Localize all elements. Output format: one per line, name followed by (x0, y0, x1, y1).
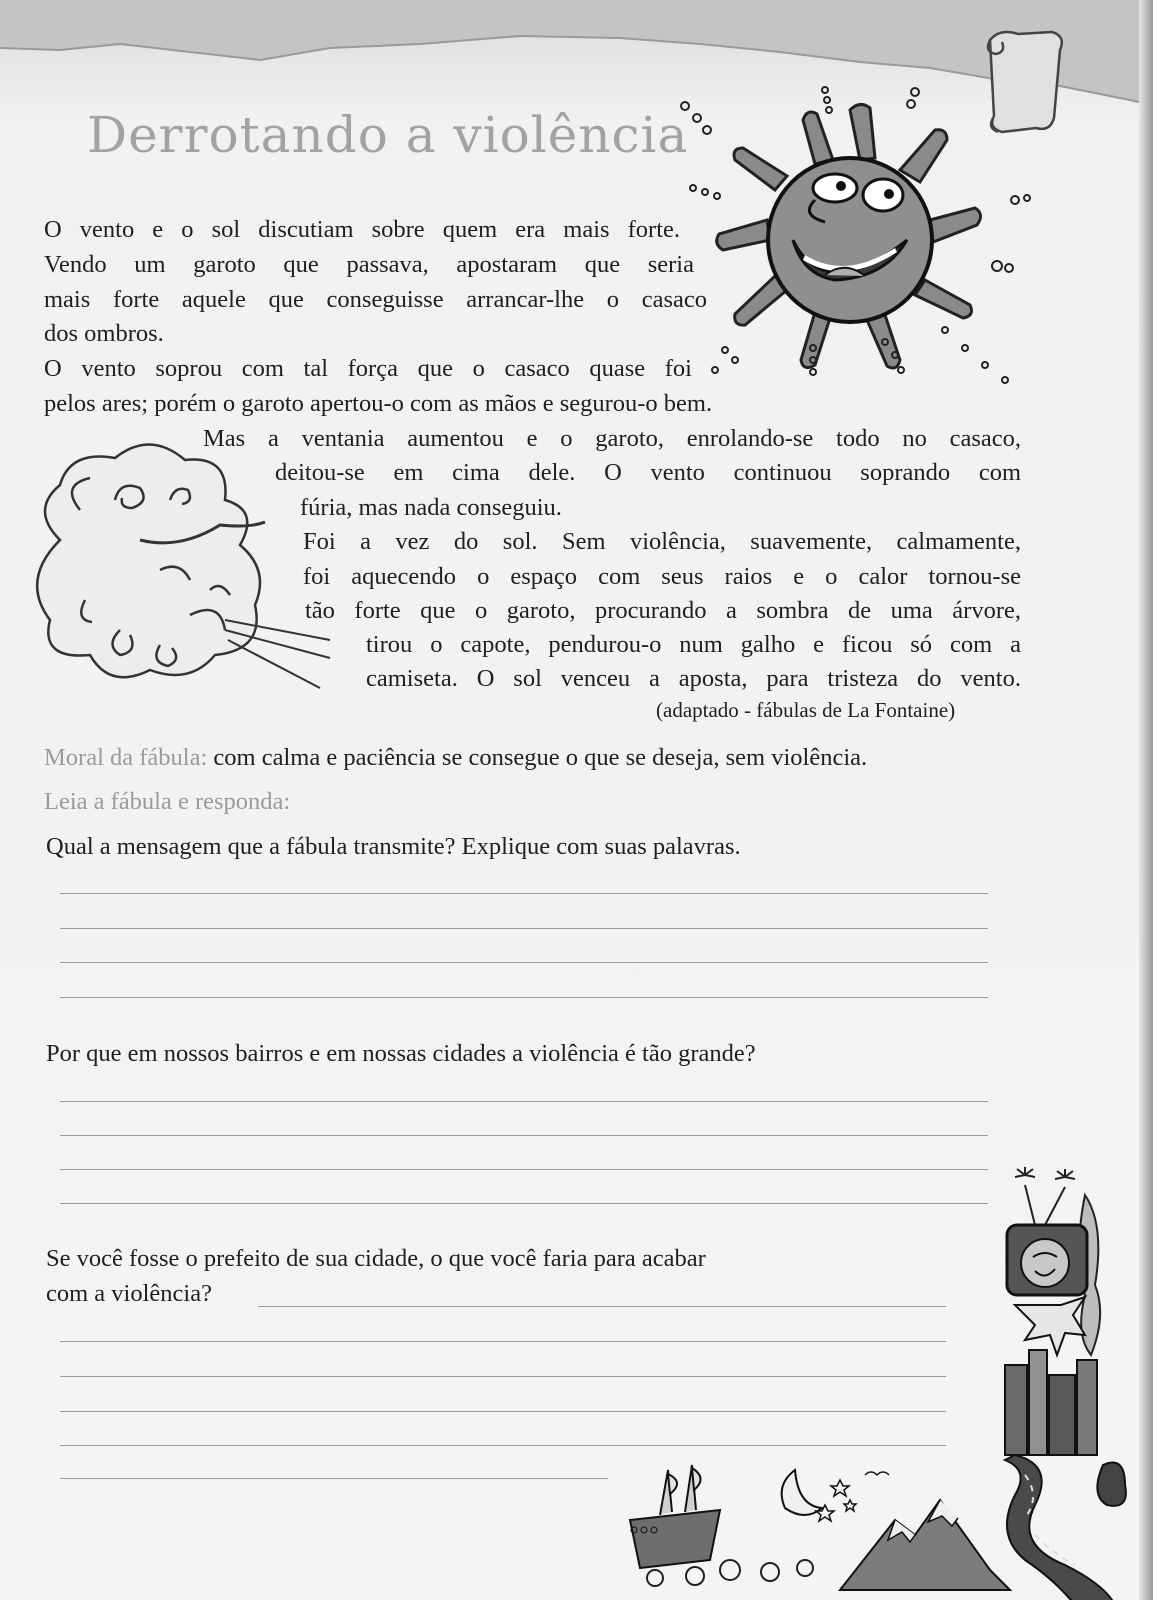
moral-line (44, 741, 867, 775)
moon-icon (782, 1470, 822, 1515)
ship-icon (630, 1465, 720, 1568)
fable-line: O vento soprou com tal força que o casaco quase foi (44, 355, 692, 382)
answer-line[interactable] (60, 1169, 988, 1170)
answer-line[interactable] (60, 893, 988, 894)
answer-line[interactable] (60, 1445, 946, 1446)
sun-face-icon (675, 80, 1025, 410)
moral-label: Moral da fábula: (44, 744, 208, 771)
answer-line[interactable] (258, 1306, 946, 1307)
fable-line: camiseta. O sol venceu a aposta, para tristeza do vento. (366, 665, 1021, 692)
answer-line[interactable] (60, 1203, 988, 1204)
answer-line[interactable] (60, 997, 988, 998)
fable-line: tirou o capote, pendurou-o num galho e ficou só com a (366, 631, 1021, 658)
fable-line: fúria, mas nada conseguiu. (300, 494, 562, 521)
fable-line: Vendo um garoto que passava, apostaram que seria (44, 251, 694, 278)
fable-line: Foi a vez do sol. Sem violência, suavemente, calmamente, (303, 528, 1021, 555)
answer-line[interactable] (60, 1135, 988, 1136)
fable-line: dos ombros. (44, 320, 164, 347)
question-1: Qual a mensagem que a fábula transmite? Explique com suas palavras. (46, 833, 741, 860)
mountains-icon (840, 1500, 1010, 1590)
tv-city-icon (995, 1165, 1135, 1600)
question-3-line-2: com a violência? (46, 1280, 212, 1307)
fable-line: O vento e o sol discutiam sobre quem era mais forte. (44, 216, 680, 243)
fable-line: mais forte aquele que conseguisse arrancar-lhe o casaco (44, 286, 707, 313)
fable-line: pelos ares; porém o garoto apertou-o com as mãos e segurou-o bem. (44, 390, 713, 417)
page-title: Derrotando a violência (87, 106, 689, 164)
answer-line[interactable] (60, 928, 988, 929)
page-edge-shadow (1139, 0, 1153, 1600)
instruction: Leia a fábula e responda: (44, 788, 291, 815)
stars-icon (816, 1472, 889, 1521)
source-citation: (adaptado - fábulas de La Fontaine) (656, 698, 956, 722)
fable-line: Mas a ventania aumentou e o garoto, enrolando-se todo no casaco, (203, 425, 1021, 452)
moral-text: com calma e paciência se consegue o que se deseja, sem violência. (213, 744, 868, 771)
answer-line[interactable] (60, 962, 988, 963)
fable-line: deitou-se em cima dele. O vento continuou soprando com (275, 459, 1021, 486)
fable-line: foi aquecendo o espaço com seus raios e o calor tornou-se (303, 563, 1021, 590)
answer-line[interactable] (60, 1376, 946, 1377)
answer-line[interactable] (60, 1341, 946, 1342)
landscape-illustration (610, 1460, 1010, 1590)
question-2: Por que em nossos bairros e em nossas cidades a violência é tão grande? (46, 1040, 756, 1067)
answer-line[interactable] (60, 1411, 946, 1412)
question-3-line-1: Se você fosse o prefeito de sua cidade, o que você faria para acabar (46, 1245, 706, 1272)
fable-line: tão forte que o garoto, procurando a sombra de uma árvore, (305, 597, 1021, 624)
answer-line[interactable] (60, 1101, 988, 1102)
answer-line[interactable] (60, 1478, 608, 1479)
